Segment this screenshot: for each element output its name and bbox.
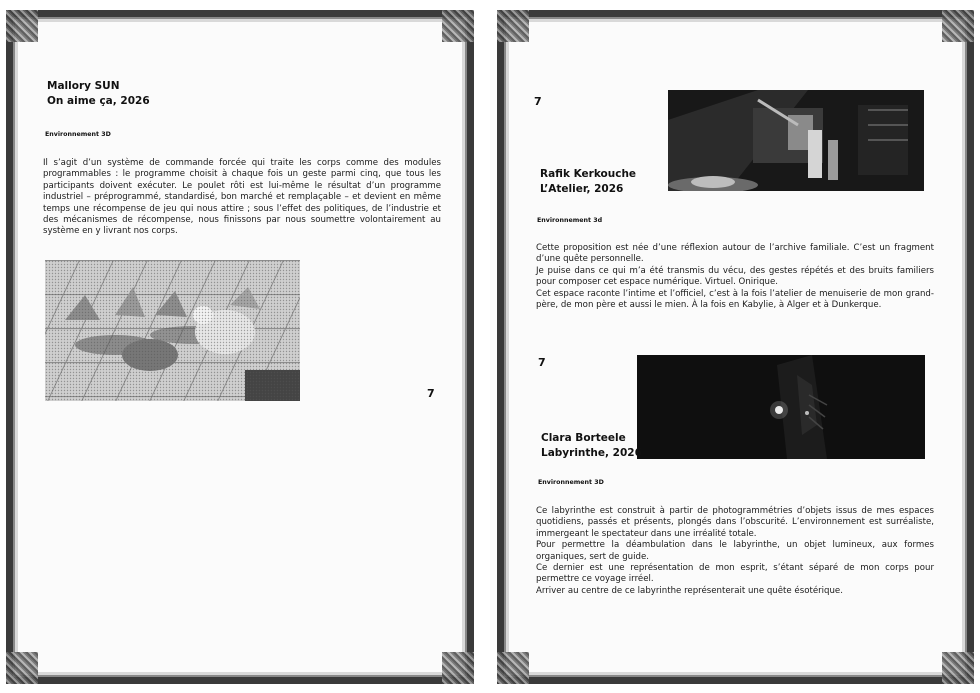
decorative-corner	[442, 652, 474, 684]
page-number: 7	[427, 387, 435, 400]
medium-label: Environnement 3d	[537, 217, 603, 224]
decorative-corner	[497, 652, 529, 684]
artist-name: Clara Borteele	[541, 432, 626, 444]
decorative-corner	[442, 10, 474, 42]
description-text: Cette proposition est née d’une réflexion autour de l’archive familiale. C’est un fragment d’une quête personnelle. Je puise dans ce qui m’a été transmis du vécu, des gestes répétés et des bruits familiers pour composer cet espace numérique. Virtuel. Onirique. Cet espace raconte l’intime et l’officiel, c’est à la fois l’atelier de menuiserie de mon grand-père, de mon père et aussi le mien. À la fois en Kabylie, à Alger et à Dunkerque.	[536, 243, 934, 311]
work-title: L’Atelier, 2026	[540, 183, 624, 195]
artist-name: Mallory SUN	[47, 80, 120, 92]
entry-number: 7	[534, 95, 542, 108]
medium-label: Environnement 3D	[45, 131, 111, 138]
left-page	[6, 10, 474, 684]
description-text: Il s’agit d’un système de commande forcée qui traite les corps comme des modules programmables : le programme choisit à chaque fois un geste parmi cinq, que tous les participants doivent exécuter. Le poulet rôti est lui-même le résultat d’un programme industriel – préprogrammé, standardisé, bon marché et remplaçable – et devient en même temps une récompense de jeu qui nous attire ; sous l’effet des politiques, de l’industrie et des mécanismes de récompense, nous finissons par nous soumettre volontairement au système en y livrant nos corps.	[43, 158, 441, 237]
decorative-corner	[6, 10, 38, 42]
artist-block	[540, 167, 636, 197]
work-title: Labyrinthe, 2026	[541, 447, 642, 459]
medium-label: Environnement 3D	[538, 479, 604, 486]
artist-block	[47, 79, 150, 109]
decorative-corner	[942, 652, 974, 684]
artist-block	[541, 431, 642, 461]
artwork-image-labyrinthe	[637, 355, 925, 459]
work-title: On aime ça, 2026	[47, 95, 150, 107]
right-page	[497, 10, 974, 684]
decorative-corner	[497, 10, 529, 42]
artwork-image-atelier	[668, 90, 924, 191]
description-text: Ce labyrinthe est construit à partir de photogrammétries d’objets issus de mes espaces quotidiens, passés et présents, plongés dans l’obscurité. L’environnement est surréaliste, immergeant le spectateur dans une irréalité totale. Pour permettre la déambulation dans le labyrinthe, un objet lumineux, aux formes organiques, sert de guide. Ce dernier est une représentation de mon esprit, s’étant séparé de mon corps pour permettre ce voyage irréel. Arriver au centre de ce labyrinthe représenterait une quête ésotérique.	[536, 506, 934, 596]
entry-number: 7	[538, 356, 546, 369]
decorative-corner	[942, 10, 974, 42]
decorative-corner	[6, 652, 38, 684]
artwork-image-chickens	[45, 260, 300, 401]
artist-name: Rafik Kerkouche	[540, 168, 637, 180]
